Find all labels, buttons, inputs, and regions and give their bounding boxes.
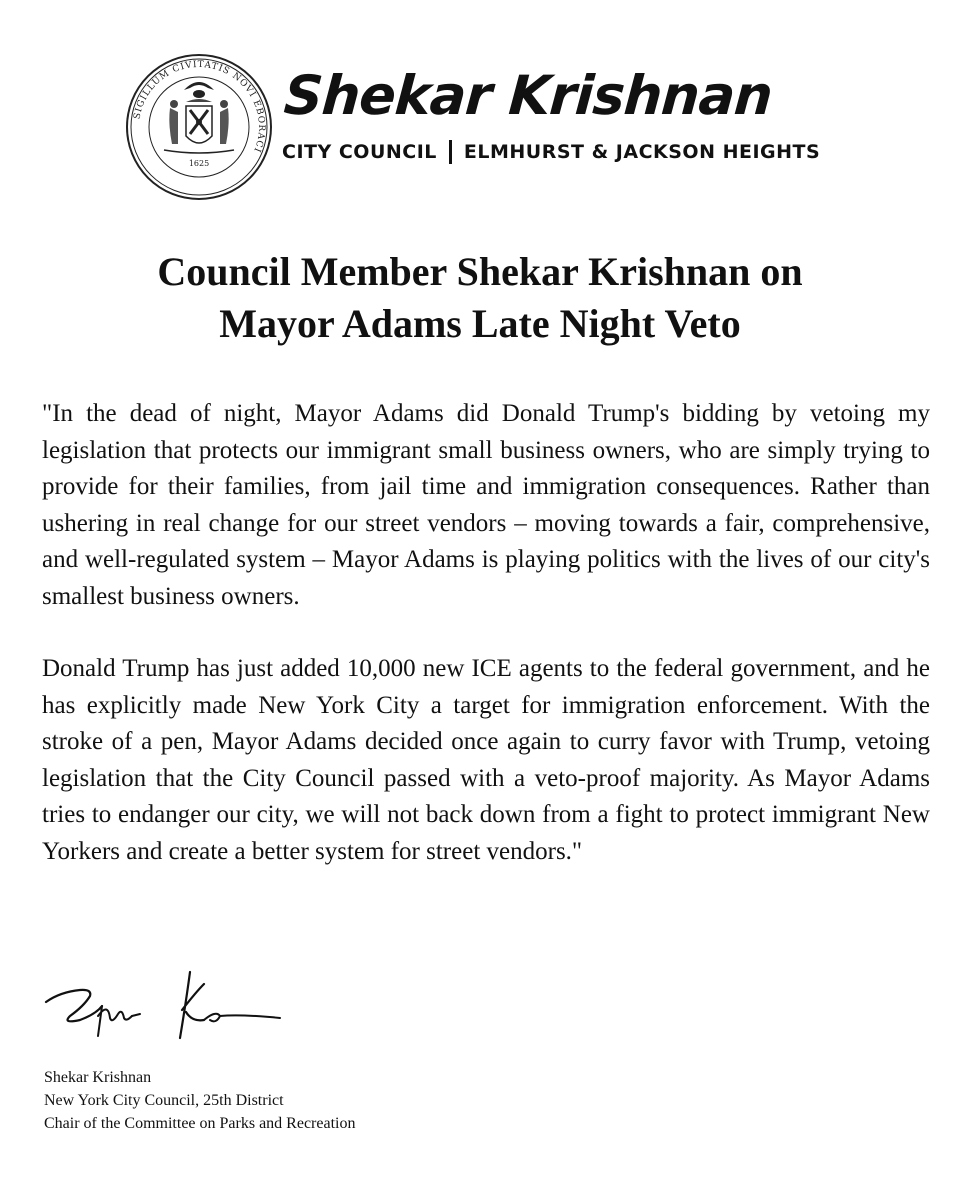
svg-text:SIGILLUM CIVITATIS NOVI EBORAC bbox=[132, 60, 266, 154]
district-label: ELMHURST & JACKSON HEIGHTS bbox=[463, 141, 821, 163]
letterhead bbox=[124, 52, 844, 202]
signatory-title: New York City Council, 25th District bbox=[44, 1092, 284, 1109]
statement-paragraph-2: Donald Trump has just added 10,000 new ICE agents to the federal government, and he has explicitly made New York City a target for immigration enforcement. With the stroke of a pen, Mayor Adams decided once again to curry favor with Trump, vetoing legislation that the City Council passed with a veto-proof majority. As Mayor Adams tries to endanger our city, we will not back down from a fight to protect immigrant New Yorkers and create a better system for street vendors." bbox=[42, 655, 930, 865]
headline-line-2: Mayor Adams Late Night Veto bbox=[219, 301, 741, 346]
statement-headline bbox=[60, 246, 900, 350]
letterhead-text bbox=[282, 66, 842, 164]
statement-body bbox=[42, 396, 930, 906]
seal-motto: SIGILLUM CIVITATIS NOVI EBORACI bbox=[132, 59, 267, 155]
seal-year: 1625 bbox=[188, 159, 210, 168]
council-member-name: Shekar Krishnan bbox=[281, 64, 774, 127]
letterhead-subtitle bbox=[282, 140, 842, 164]
statement-paragraph-1: "In the dead of night, Mayor Adams did Donald Trump's bidding by vetoing my legislation that protects our immigrant small business owners, who are simply trying to provide for their families, from jail time and immigration consequences. Rather than ushering in real change for our street vendors – moving towards a fair, comprehensive, and well-regulated system – Mayor Adams is playing politics with the lives of our city's smallest business owners. bbox=[42, 400, 930, 610]
subtitle-divider bbox=[449, 140, 452, 164]
signature-block bbox=[44, 1066, 355, 1135]
handwritten-signature bbox=[40, 962, 300, 1052]
nyc-seal-icon bbox=[124, 52, 274, 202]
headline-line-1: Council Member Shekar Krishnan on bbox=[157, 249, 803, 294]
office-label: CITY COUNCIL bbox=[282, 141, 437, 163]
signatory-name: Shekar Krishnan bbox=[44, 1069, 152, 1086]
signatory-role: Chair of the Committee on Parks and Recreation bbox=[44, 1115, 356, 1132]
